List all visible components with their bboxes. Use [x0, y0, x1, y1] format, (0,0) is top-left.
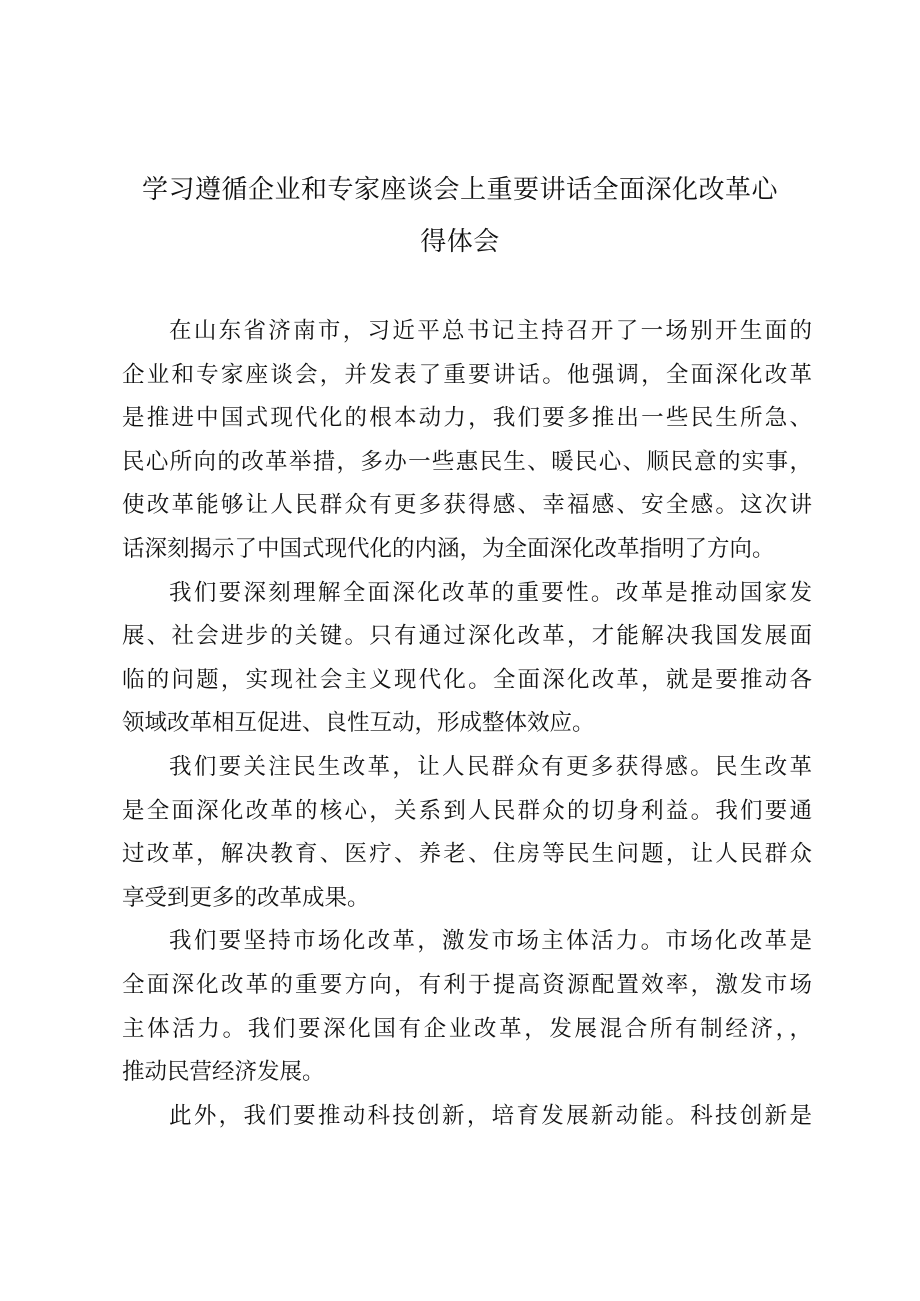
body-line: 企业和专家座谈会，并发表了重要讲话。他强调，全面深化改革: [122, 361, 812, 388]
body-line: 临的问题，实现社会主义现代化。全面深化改革，就是要推动各: [122, 666, 812, 693]
body-line: 展、社会进步的关键。只有通过深化改革，才能解决我国发展面: [122, 623, 812, 650]
body-line: 推动民营经济发展。: [122, 1059, 325, 1086]
body-line: 此外，我们要推动科技创新，培育发展新动能。科技创新是: [169, 1102, 812, 1129]
body-line: 我们要深刻理解全面深化改革的重要性。改革是推动国家发: [169, 579, 812, 606]
body-line: 是全面深化改革的核心，关系到人民群众的切身利益。我们要通: [122, 797, 812, 824]
body-line: 领域改革相互促进、良性互动，形成整体效应。: [122, 710, 595, 737]
body-line: 在山东省济南市，习近平总书记主持召开了一场别开生面的: [169, 318, 812, 344]
body-line: 使改革能够让人民群众有更多获得感、幸福感、安全感。这次讲: [122, 492, 812, 519]
document-title-line-1: 学习遵循企业和专家座谈会上重要讲话全面深化改革心: [141, 175, 778, 205]
body-line: 我们要坚持市场化改革，激发市场主体活力。市场化改革是: [169, 928, 812, 955]
document-title-line-2: 得体会: [420, 227, 500, 257]
body-line: 全面深化改革的重要方向，有利于提高资源配置效率，激发市场: [122, 971, 812, 998]
body-line: 民心所向的改革举措，多办一些惠民生、暖民心、顺民意的实事，: [122, 448, 812, 475]
body-line: 主体活力。我们要深化国有企业改革，发展混合所有制经济，，: [122, 1015, 812, 1042]
body-line: 过改革，解决教育、医疗、养老、住房等民生问题，让人民群众: [122, 841, 812, 868]
body-line: 我们要关注民生改革，让人民群众有更多获得感。民生改革: [169, 753, 812, 780]
body-line: 享受到更多的改革成果。: [122, 884, 370, 911]
document-body: [122, 310, 812, 1138]
body-line: 话深刻揭示了中国式现代化的内涵，为全面深化改革指明了方向。: [122, 535, 775, 562]
body-line: 是推进中国式现代化的根本动力，我们要多推出一些民生所急、: [122, 405, 812, 432]
